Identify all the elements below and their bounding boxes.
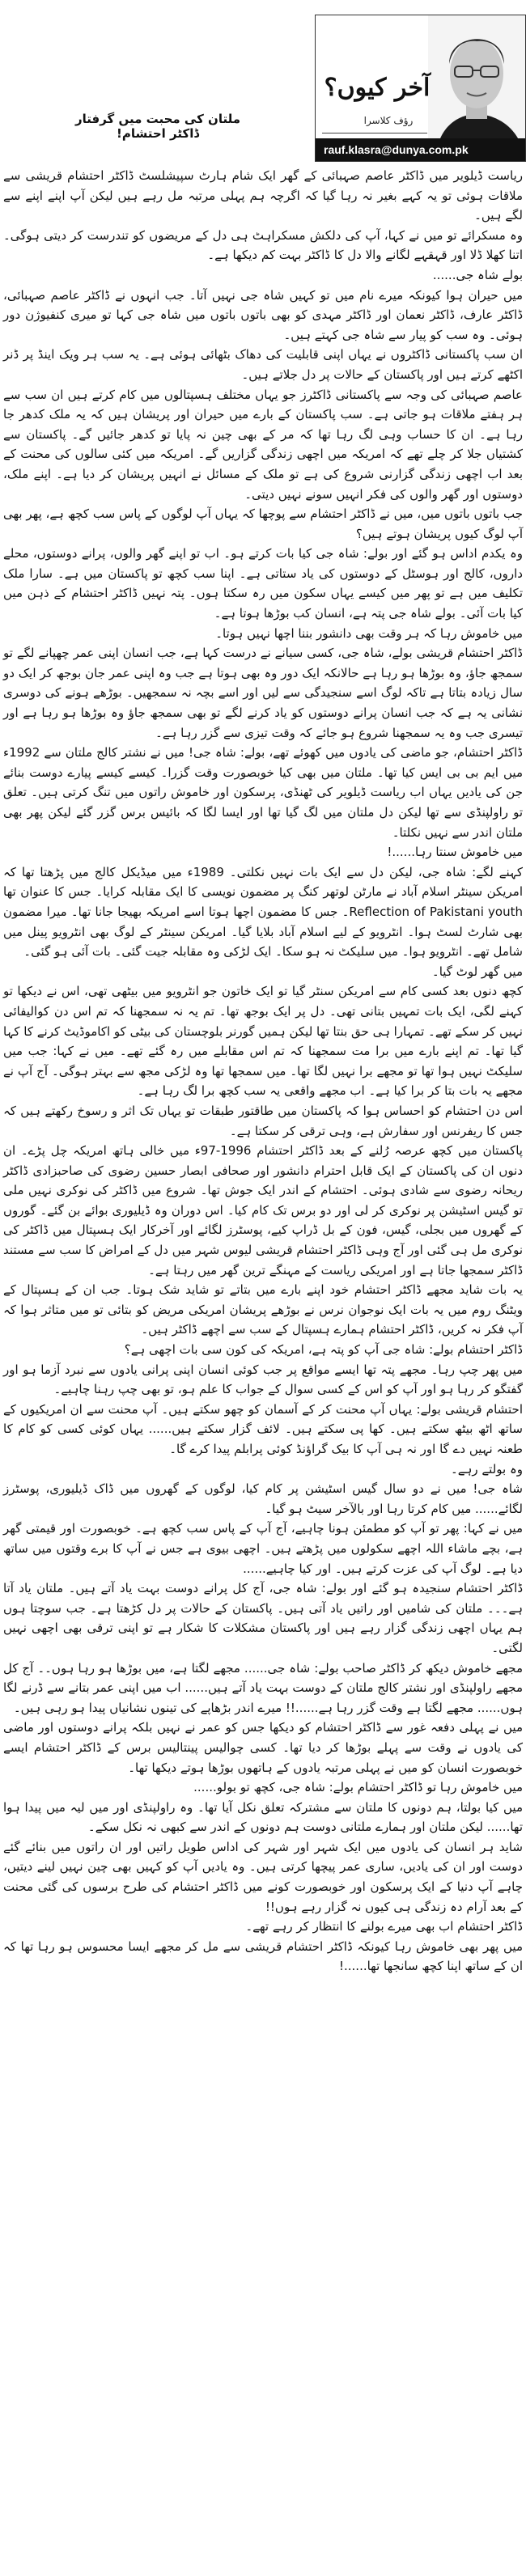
column-title: آخر کیوں؟ [324, 74, 431, 102]
author-name: رؤف کلاسرا [363, 115, 414, 126]
article-paragraph: میں حیران ہوا کیونکہ میرے نام میں تو کہیں شاہ جی نہیں آتا۔ جب انہوں نے ڈاکٹر عاصم صہبائی، ڈاکٹر عارف، ڈاکٹر نعمان اور ڈاکٹر مہدی کو بھی باتوں باتوں میں شاہ جی کہا تو میری کنفیوژن دور ہوئی۔ وہ سب کو پیار سے شاہ جی کہتے ہیں۔ [3, 287, 523, 342]
article-paragraph: مجھے خاموش دیکھ کر ڈاکٹر صاحب بولے: شاہ جی...... مجھے لگتا ہے، میں بوڑھا ہو رہا ہوں۔۔ آج کل مجھے راولپنڈی اور نشتر کالج ملتان کے دوست بہت یاد آتے ہیں...... اب میں اپنی عمر بتانے سے ڈرنے لگا ہوں...... مجھے لگتا ہے وقت گزر رہا ہے......!! میرے اندر بڑھاپے کی تینوں نشانیاں پیدا ہو رہی ہیں۔ [3, 1660, 523, 1715]
article-paragraph: شاہ جی! میں نے دو سال گیس اسٹیشن پر کام کیا، لوگوں کے گھروں میں ڈاک ڈیلیوری، پوسٹرز لگائے...... میں کام کرتا رہا اور بالآخر سیٹ ہو گیا۔ [3, 1481, 523, 1516]
article-paragraph: یہ بات شاید مجھے ڈاکٹر احتشام خود اپنے بارے میں بتاتے تو شاید شک ہوتا۔ جب ان کے ہسپتال کے ویٹنگ روم میں یہ بات ایک نوجوان نرس نے بوڑھے پریشان امریکی مریض کو بتائی تو میں متاثر ہوا کہ آپ فکر نہ کریں، ڈاکٹر احتشام ہمارے ہسپتال کے سب سے اچھے ڈاکٹر ہیں۔ [3, 1282, 523, 1337]
article-paragraph: وہ یکدم اداس ہو گئے اور بولے: شاہ جی کیا بات کرتے ہو۔ اب تو اپنے گھر والوں، پرانے دوستوں، محلے داروں، کالج اور ہوسٹل کے دوستوں کی یاد ستاتی ہے۔ اپنا سب کچھ تو پاکستان میں ہے۔ سارا ملک تکلیف میں ہے تو پھر میں کیسے یہاں سکون میں رہ سکتا ہوں۔ پتہ نہیں ڈاکٹر احتشام کے ذہن میں کیا بات آئی۔ بولے شاہ جی پتہ ہے، انسان کب بوڑھا ہوتا ہے۔ [3, 546, 523, 621]
article-paragraph: عاصم صہبائی کی وجہ سے پاکستانی ڈاکٹرز جو یہاں مختلف ہسپتالوں میں کام کرتے ہیں ان سب سے ہر ہفتے ملاقات ہو جاتی ہے۔ سب پاکستان کے بارے میں حیران اور پریشان ہیں کہ یہ ملک کدھر جا رہا ہے۔ ان کا حساب وہی لگ رہا تھا کہ مر کے بھی چین نہ پایا تو کدھر جائیں گے۔ پاکستان سے کشتیاں جلا کر چلے تھے کہ امریکہ میں اچھی زندگی گزاریں گے۔ امریکہ میں کئی سالوں کی محنت کے بعد اب اچھی زندگی گزارنی شروع کی ہے تو ملک کے مسائل نے انہیں پریشان کر دیا ہے۔ اپنے ملک، دوستوں اور گھر والوں کی فکر انہیں سونے نہیں دیتی۔ [3, 387, 523, 502]
article-paragraph: وہ بولتے رہے۔ [451, 1461, 523, 1477]
article-paragraph: وہ مسکرائے تو میں نے کہا، آپ کی دلکش مسکراہٹ ہی دل کے مریضوں کو تندرست کر دیتی ہوگی۔ اتنا کھلا ڈلا اور قہقہے لگانے والا دل کا ڈاکٹر بہت کم دیکھا ہے۔ [3, 227, 523, 263]
article-paragraph: ان سب پاکستانی ڈاکٹروں نے یہاں اپنی قابلیت کی دھاک بٹھائی ہوئی ہے۔ یہ سب ہر ویک اینڈ پر ڈنر اکٹھے کرتے ہیں اور پاکستان کے حالات پر دل جلاتے ہیں۔ [3, 347, 523, 382]
column-logo [315, 15, 526, 162]
article-body [0, 166, 526, 1976]
article-paragraph: میں کیا بولتا، ہم دونوں کا ملتان سے مشترکہ تعلق نکل آیا تھا۔ وہ راولپنڈی اور میں لیہ میں پیدا ہوا تھا...... لیکن ملتان اور ہمارے ملتانی دوست ہم دونوں کے اندر سے کبھی نہ نکل سکے۔ [3, 1799, 523, 1835]
article-paragraph: میں خاموش سنتا رہا......! [387, 845, 523, 860]
article-paragraph: میں خاموش رہا کہ ہر وقت بھی دانشور بننا اچھا نہیں ہوتا۔ [215, 625, 523, 641]
author-email: rauf.klasra@dunya.com.pk [316, 138, 525, 161]
article-paragraph: احتشام قریشی بولے: یہاں آپ محنت کر کے آسمان کو چھو سکتے ہیں۔ آپ محنت سے ان امریکیوں کے ساتھ اٹھ بیٹھ سکتے ہیں۔ کھا پی سکتے ہیں۔ لائف گزار سکتے ہیں...... یہاں کوئی کسی کو کام کا طعنہ نہیں دے گا اور نہ ہی آپ کا بیک گراؤنڈ کوئی پرابلم پیدا کرے گا۔ [3, 1401, 523, 1456]
article-paragraph: میں پھر چپ رہا۔ مجھے پتہ تھا ایسے مواقع پر جب کوئی انسان اپنی پرانی یادوں سے نبرد آزما ہو اور گفتگو کر رہا ہو اور آپ کو اس کے کسی سوال کے جواب کا علم ہو، تو بھی چپ رہنا چاہیے۔ [3, 1362, 523, 1397]
article-paragraph: بولے شاہ جی...... [432, 267, 523, 282]
article-paragraph: میں پھر بھی خاموش رہا کیونکہ ڈاکٹر احتشام قریشی سے مل کر مجھے ایسا محسوس ہو رہا تھا کہ ان کے ساتھ اپنا کچھ سانجھا تھا......! [3, 1938, 523, 1974]
article-paragraph: میں خاموش رہا تو ڈاکٹر احتشام بولے: شاہ جی، کچھ تو بولو...... [193, 1780, 523, 1795]
article-paragraph: کہنے لگے: شاہ جی، لیکن دل سے ایک بات نہیں نکلتی۔ 1989ء میں میڈیکل کالج میں پڑھتا تھا کہ امریکن سینٹر اسلام آباد نے مارٹن لوتھر کنگ پر مضمون نویسی کا ایک مقابلہ کرایا۔ جس کا عنوان تھا Reflection of Pakistani youth۔ جس کا مضمون اچھا ہوتا اسے امریکہ بھیجا جانا تھا۔ میرا مضمون بھی شارٹ لسٹ ہوا۔ انٹرویو کے لیے اسلام آباد بلایا گیا۔ امریکن سینٹر کے لوگ بھی انٹرویو پینل میں شامل تھے۔ انٹرویو ہوا۔ میں سلیکٹ نہ ہو سکا۔ ایک لڑکی وہ مقابلہ جیت گئی۔ بات آئی ہو گئی۔ [3, 864, 523, 960]
article-paragraph: ڈاکٹر احتشام بولے: شاہ جی آپ کو پتہ ہے، امریکہ کی کون سی بات اچھی ہے؟ [124, 1342, 523, 1358]
article-paragraph: ڈاکٹر احتشام، جو ماضی کی یادوں میں کھوئے تھے، بولے: شاہ جی! میں نے نشتر کالج ملتان سے 1992ء میں ایم بی بی ایس کیا تھا۔ ملتان میں بھی کیا خوبصورت وقت گزرا۔ کیسے کیسے پیارے دوست بنائے جن کی یادیں یہاں اب ریاست ڈیلویر کی ٹھنڈی، پرسکون اور خاموش راتوں میں تنگ کرتی ہیں۔ تعلق تو راولپنڈی سے تھا لیکن دل ملتان میں لگ گیا تھا اور ایسا لگا کہ بائیس برس گزر گئے لیکن پھر بھی ملتان اندر سے نہیں نکلتا۔ [3, 745, 523, 840]
article-paragraph: جب باتوں باتوں میں، میں نے ڈاکٹر احتشام سے پوچھا کہ یہاں آپ لوگوں کے پاس سب کچھ ہے، پھر بھی آپ لوگ کیوں پریشان ہوتے ہیں؟ [3, 506, 523, 541]
article-paragraph: کچھ دنوں بعد کسی کام سے امریکن سنٹر گیا تو ایک خاتون جو انٹرویو میں بیٹھی تھی، اس نے دیکھا تو کہنے لگی، ایک بات تمہیں بتانی تھی۔ دل پر ایک بوجھ تھا۔ تم یہ نہ سمجھنا کہ تم اس دن کوالیفائی نہیں کر سکے تھے۔ تمہارا ہی حق بنتا تھا لیکن ہمیں گورنر بلوچستان کی بیٹی کو اکاموڈیٹ کرنے کا کہا گیا تھا۔ تم اپنے بارے میں برا مت سمجھنا کہ تم اس مقابلے میں رہ گئے تھے۔ میں نے کہا: جب میں سلیکٹ نہیں ہوا تھا تو مجھے برا نہیں لگا تھا۔ میں سمجھا تھا وہ لڑکی مجھ سے بہتر ہوگی۔ آج آپ نے مجھے یہ بات بتا کر برا کیا ہے۔ اب مجھے واقعی یہ سب کچھ برا لگ رہا ہے۔ [3, 984, 523, 1099]
article-paragraph: میں نے پہلی دفعہ غور سے ڈاکٹر احتشام کو دیکھا جس کو عمر نے نہیں بلکہ پرانے دوستوں اور ماضی کی یادوں نے وقت سے پہلے بوڑھا کر دیا تھا۔ کسی چوالیس پینتالیس برس کے ڈاکٹر احتشام ایسے خوبصورت انسان کو میں نے پہلی مرتبہ یادوں کے ہاتھوں بوڑھا ہوتے دیکھا تھا۔ [3, 1720, 523, 1775]
article-paragraph: اس دن احتشام کو احساس ہوا کہ پاکستان میں طاقتور طبقات تو یہاں تک اثر و رسوخ رکھتے ہیں کہ جس کا ریفرنس اور سفارش ہے، وہی ترقی کر سکتا ہے۔ [3, 1103, 523, 1138]
author-photo [428, 15, 525, 153]
article-paragraph: میں نے کہا: پھر تو آپ کو مطمئن ہونا چاہیے، آج آپ کے پاس سب کچھ ہے۔ خوبصورت اور قیمتی گھر ہے، بچے ماشاء اللہ اچھے سکولوں میں پڑھتے ہیں۔ اچھی بیوی ہے جس نے آپ کا برے وقتوں میں ساتھ دیا ہے۔ لوگ آپ کی عزت کرتے ہیں۔ اور کیا چاہیے...... [3, 1521, 523, 1576]
article-paragraph: ڈاکٹر احتشام اب بھی میرے بولنے کا انتظار کر رہے تھے۔ [245, 1919, 523, 1934]
article-paragraph: شاید ہر انسان کی یادوں میں ایک شہر اور شہر کی اداس طویل راتیں اور ان راتوں میں بنائے گئے دوست اور ان کی یادیں، ساری عمر پیچھا کرتی ہیں۔ وہ یادیں آپ کو کہیں بھی چین نہیں لینے دیتیں، چاہے آپ دنیا کے ایک پرسکون اور خوبصورت کونے میں ڈاکٹر احتشام کی طرح برسوں کی گئی محنت کے بعد آرام دہ زندگی ہی کیوں نہ گزار رہے ہوں!! [3, 1839, 523, 1914]
article-paragraph: ڈاکٹر احتشام سنجیدہ ہو گئے اور بولے: شاہ جی، آج کل پرانے دوست بہت یاد آتے ہیں۔ ملتان یاد آتا ہے۔۔۔ ملتان کی شامیں اور راتیں یاد آتی ہیں۔ پاکستان کے حالات پر دل کڑھتا ہے۔ جب سوچتا ہوں ہم یہاں اچھی زندگی گزار رہے ہیں اور پاکستان مشکلات کا شکار ہے تو اپنی ترقی بھی اچھی نہیں لگتی۔ [3, 1581, 523, 1655]
article-paragraph: پاکستان میں کچھ عرصہ رُلنے کے بعد ڈاکٹر احتشام 1996-97ء میں خالی ہاتھ امریکہ چل پڑے۔ ان دنوں ان کی پاکستان کے ایک قابل احترام دانشور اور صحافی ابصار حسین رضوی کی صاحبزادی ڈاکٹر ریحانہ رضوی سے شادی ہوئی۔ احتشام کے اندر ایک جوش تھا۔ شروع میں ڈاکٹر کی نوکری نہیں ملی تو گیس اسٹیشن پر نوکری کر لی اور دو برس تک کام کیا۔ اس دوران وہ ڈیلیوری بوائے بن گئے۔ گوروں کے گھروں میں بجلی، گیس، فون کے بل ڈراپ کیے، پوسٹرز لگائے اور آخرکار ایک ہسپتال میں ڈاکٹر کی نوکری مل ہی گئی اور آج وہی ڈاکٹر احتشام قریشی لیوس شہر میں دل کے امراض کا سب سے مستند ڈاکٹر سمجھا جاتا ہے اور امریکی ریاست کے مہنگے ترین گھر میں رہتا ہے۔ [3, 1143, 523, 1277]
column-header [0, 0, 526, 166]
article-paragraph: میں گھر لوٹ گیا۔ [431, 964, 523, 979]
article-paragraph: ریاست ڈیلویر میں ڈاکٹر عاصم صہبائی کے گھر ایک شام ہارٹ سپیشلسٹ ڈاکٹر احتشام قریشی سے ملاقات ہوئی تو یہ کہے بغیر نہ رہا گیا کہ اگرچہ ہم پہلی مرتبہ مل رہے ہیں لیکن آپ اپنے اپنے سے لگے ہیں۔ [3, 168, 523, 223]
article-paragraph: ڈاکٹر احتشام قریشی بولے، شاہ جی، کسی سیانے نے درست کہا ہے، جب انسان اپنی عمر چھپانے لگے تو سمجھ جاؤ، وہ بوڑھا ہو رہا ہے حالانکہ ایک دور وہ بھی ہوتا ہے جب وہ اپنی عمر جان بوجھ کر ایک دو سال زیادہ بتاتا ہے تاکہ لوگ اسے سنجیدگی سے لیں اور اسے بچہ نہ سمجھیں۔ بوڑھے ہونے کی دوسری نشانی یہ ہے کہ جب انسان پرانے دوستوں کو یاد کرنے لگے تو بھی سمجھ جاؤ وہ بوڑھا ہو رہا ہے اور تیسری جب وہ یہ سمجھنا شروع ہو جائے کہ وقت تیزی سے گزر رہا ہے۔ [3, 646, 523, 740]
article-headline: ملتان کی محبت میں گرفتار ڈاکٹر احتشام! [74, 112, 241, 141]
